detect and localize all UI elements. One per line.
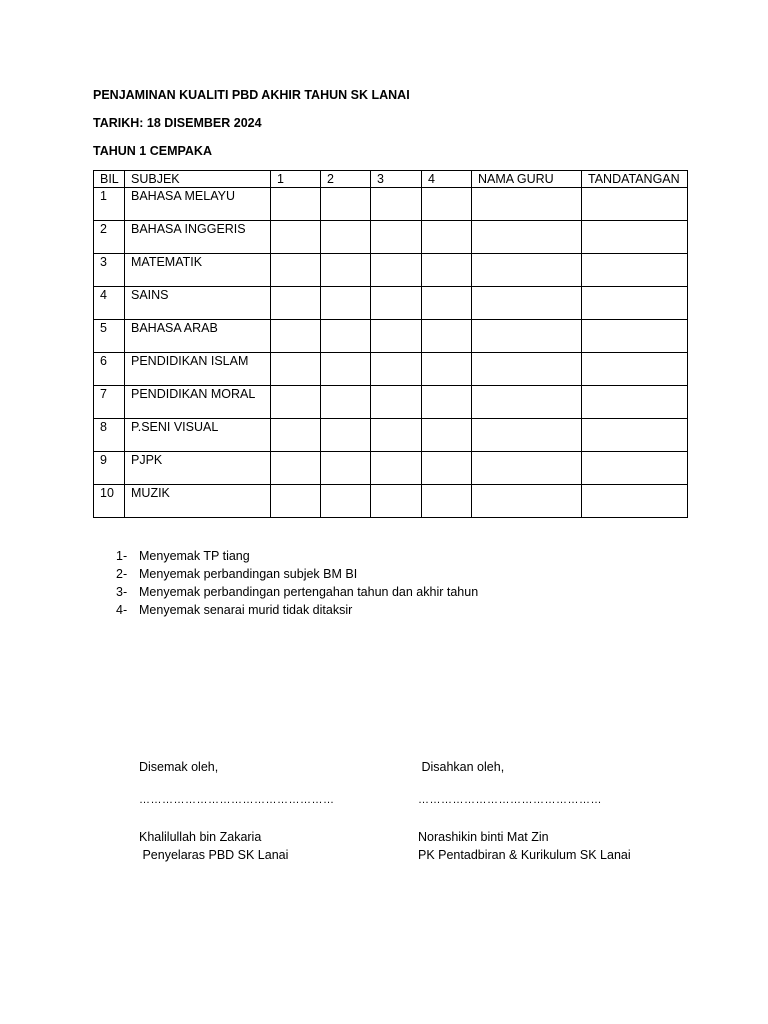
score-cell-1: [271, 419, 321, 452]
approver-role: Disahkan oleh,: [418, 760, 505, 774]
note-text: Menyemak perbandingan pertengahan tahun dan akhir tahun: [139, 585, 479, 599]
reviewer-name: Khalilullah bin Zakaria: [139, 830, 262, 844]
score-cell-2: [321, 452, 371, 485]
score-cell-4: [422, 485, 472, 518]
note-number: 3-: [116, 585, 128, 599]
table-row: [94, 353, 688, 386]
score-cell-4: [422, 419, 472, 452]
bil-cell: 2: [94, 221, 125, 254]
approver-name: Norashikin binti Mat Zin: [418, 830, 549, 844]
subject-cell: BAHASA INGGERIS: [125, 221, 271, 254]
teacher-name-cell: [472, 419, 582, 452]
score-cell-4: [422, 386, 472, 419]
subject-cell: MUZIK: [125, 485, 271, 518]
score-cell-2: [321, 287, 371, 320]
table-header-row: [94, 171, 688, 188]
note-number: 4-: [116, 603, 128, 617]
subject-cell: PENDIDIKAN ISLAM: [125, 353, 271, 386]
subject-cell: SAINS: [125, 287, 271, 320]
score-cell-3: [371, 485, 422, 518]
score-cell-2: [321, 353, 371, 386]
score-cell-1: [271, 188, 321, 221]
bil-cell: 10: [94, 485, 125, 518]
checklist-notes: [116, 547, 478, 619]
reviewer-title: Penyelaras PBD SK Lanai: [139, 848, 289, 862]
table-row: [94, 221, 688, 254]
score-cell-3: [371, 320, 422, 353]
table-row: [94, 386, 688, 419]
table-row: [94, 287, 688, 320]
note-text: Menyemak perbandingan subjek BM BI: [139, 567, 358, 581]
note-text: Menyemak TP tiang: [139, 549, 250, 563]
subject-cell: BAHASA MELAYU: [125, 188, 271, 221]
teacher-name-cell: [472, 188, 582, 221]
signature-cell: [582, 419, 688, 452]
score-cell-3: [371, 287, 422, 320]
teacher-name-cell: [472, 353, 582, 386]
score-cell-2: [321, 221, 371, 254]
score-cell-4: [422, 221, 472, 254]
bil-cell: 4: [94, 287, 125, 320]
subject-table: [93, 170, 688, 518]
bil-cell: 1: [94, 188, 125, 221]
score-cell-2: [321, 386, 371, 419]
bil-cell: 9: [94, 452, 125, 485]
score-cell-4: [422, 188, 472, 221]
teacher-name-cell: [472, 320, 582, 353]
score-cell-3: [371, 188, 422, 221]
score-cell-2: [321, 320, 371, 353]
score-cell-1: [271, 287, 321, 320]
reviewer-signature-line: ……………………………………………: [139, 794, 335, 806]
score-cell-3: [371, 254, 422, 287]
note-item: [116, 547, 478, 565]
bil-cell: 5: [94, 320, 125, 353]
note-number: 2-: [116, 567, 128, 581]
teacher-name-cell: [472, 452, 582, 485]
score-cell-4: [422, 452, 472, 485]
signature-cell: [582, 320, 688, 353]
score-cell-3: [371, 419, 422, 452]
column-header-subjek: SUBJEK: [125, 171, 271, 188]
signature-cell: [582, 485, 688, 518]
score-cell-3: [371, 353, 422, 386]
document-title: PENJAMINAN KUALITI PBD AKHIR TAHUN SK LANAI: [93, 88, 410, 102]
score-cell-2: [321, 254, 371, 287]
score-cell-2: [321, 419, 371, 452]
table-row: [94, 188, 688, 221]
score-cell-1: [271, 386, 321, 419]
signature-cell: [582, 221, 688, 254]
teacher-name-cell: [472, 485, 582, 518]
score-cell-3: [371, 386, 422, 419]
teacher-name-cell: [472, 386, 582, 419]
score-cell-4: [422, 320, 472, 353]
score-cell-1: [271, 353, 321, 386]
table-row: [94, 452, 688, 485]
note-number: 1-: [116, 549, 128, 563]
table-body: [94, 188, 688, 518]
signature-cell: [582, 188, 688, 221]
column-header-4: 4: [422, 171, 472, 188]
column-header-3: 3: [371, 171, 422, 188]
table-row: [94, 320, 688, 353]
signature-cell: [582, 353, 688, 386]
score-cell-4: [422, 353, 472, 386]
score-cell-1: [271, 452, 321, 485]
table-row: [94, 485, 688, 518]
note-item: [116, 601, 478, 619]
table-row: [94, 254, 688, 287]
score-cell-2: [321, 485, 371, 518]
score-cell-4: [422, 254, 472, 287]
teacher-name-cell: [472, 254, 582, 287]
score-cell-1: [271, 254, 321, 287]
score-cell-3: [371, 221, 422, 254]
score-cell-1: [271, 320, 321, 353]
table-row: [94, 419, 688, 452]
column-header-2: 2: [321, 171, 371, 188]
approver-title: PK Pentadbiran & Kurikulum SK Lanai: [418, 848, 631, 862]
teacher-name-cell: [472, 287, 582, 320]
score-cell-1: [271, 485, 321, 518]
bil-cell: 3: [94, 254, 125, 287]
note-item: [116, 583, 478, 601]
bil-cell: 8: [94, 419, 125, 452]
signature-cell: [582, 386, 688, 419]
score-cell-4: [422, 287, 472, 320]
subject-cell: MATEMATIK: [125, 254, 271, 287]
score-cell-2: [321, 188, 371, 221]
column-header-bil: BIL: [94, 171, 125, 188]
subject-cell: P.SENI VISUAL: [125, 419, 271, 452]
document-date: TARIKH: 18 DISEMBER 2024: [93, 116, 262, 130]
bil-cell: 7: [94, 386, 125, 419]
score-cell-1: [271, 221, 321, 254]
subject-cell: PJPK: [125, 452, 271, 485]
note-text: Menyemak senarai murid tidak ditaksir: [139, 603, 353, 617]
reviewer-role: Disemak oleh,: [139, 760, 219, 774]
signature-cell: [582, 254, 688, 287]
signature-cell: [582, 287, 688, 320]
approver-signature-line: …………………………………………: [418, 794, 602, 806]
column-header-nama-guru: NAMA GURU: [472, 171, 582, 188]
score-cell-3: [371, 452, 422, 485]
column-header-1: 1: [271, 171, 321, 188]
class-name: TAHUN 1 CEMPAKA: [93, 144, 212, 158]
teacher-name-cell: [472, 221, 582, 254]
subject-cell: BAHASA ARAB: [125, 320, 271, 353]
note-item: [116, 565, 478, 583]
column-header-tandatangan: TANDATANGAN: [582, 171, 688, 188]
subject-cell: PENDIDIKAN MORAL: [125, 386, 271, 419]
bil-cell: 6: [94, 353, 125, 386]
signature-cell: [582, 452, 688, 485]
